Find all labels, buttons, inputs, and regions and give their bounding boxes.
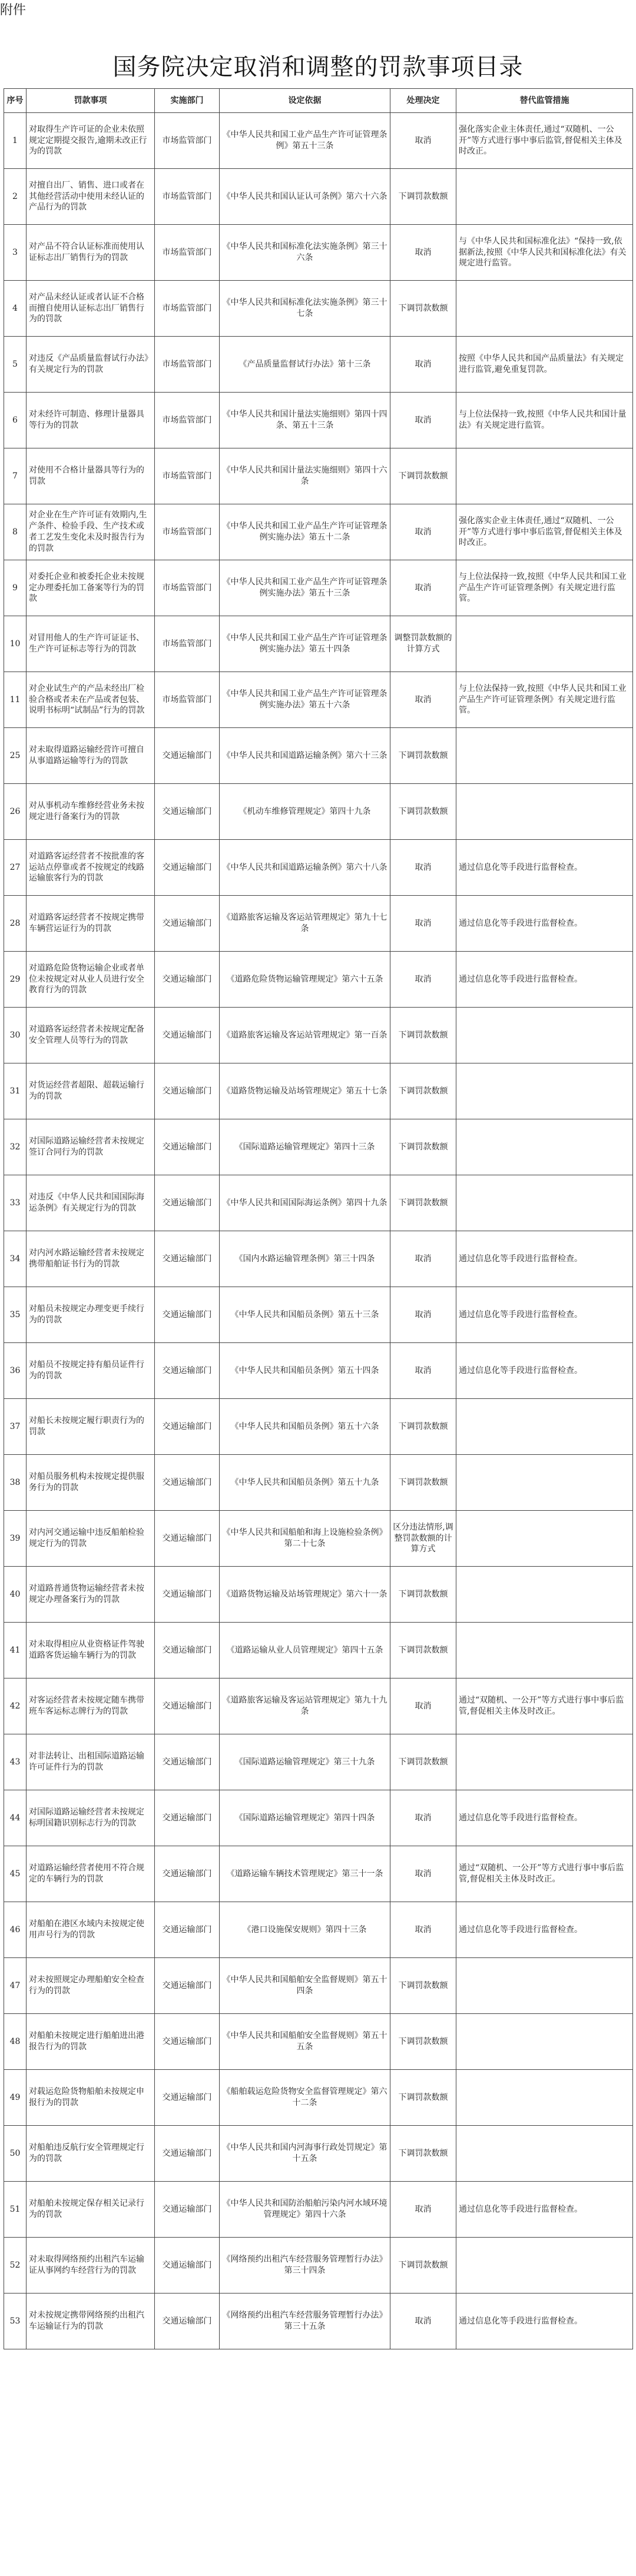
alternative-measure: 通过信息化等手段进行监督检查。	[456, 1902, 633, 1958]
header-department: 实施部门	[155, 89, 220, 113]
fine-item: 对船舶在港区水域内未按规定使用声号行为的罚款	[26, 1902, 155, 1958]
department: 交通运输部门	[155, 2238, 220, 2294]
row-number: 41	[4, 1623, 26, 1678]
table-row	[4, 2126, 633, 2182]
row-number: 52	[4, 2238, 26, 2294]
fine-item: 对船员不按规定持有船员证件行为的罚款	[26, 1343, 155, 1399]
table-row	[4, 281, 633, 337]
decision: 下调罚款数额	[390, 1175, 456, 1231]
row-number: 29	[4, 952, 26, 1008]
alternative-measure: 按照《中华人民共和国产品质量法》有关规定进行监管,避免重复罚款。	[456, 337, 633, 393]
fine-item: 对企业试生产的产品未经出厂检验合格或者未在产品或者包装、说明书标明“试制品”行为的罚款	[26, 672, 155, 728]
fine-item: 对冒用他人的生产许可证证书、生产许可证标志等行为的罚款	[26, 616, 155, 672]
legal-basis: 《中华人民共和国船舶安全监督规则》第五十四条	[220, 1958, 390, 2014]
decision: 下调罚款数额	[390, 1623, 456, 1678]
table-row	[4, 1678, 633, 1734]
alternative-measure	[456, 2070, 633, 2126]
row-number: 1	[4, 113, 26, 169]
row-number: 25	[4, 728, 26, 784]
department: 交通运输部门	[155, 1734, 220, 1790]
table-row	[4, 1287, 633, 1343]
alternative-measure: 通过信息化等手段进行监督检查。	[456, 2294, 633, 2349]
alternative-measure	[456, 1175, 633, 1231]
table-row	[4, 1175, 633, 1231]
fine-items-table	[4, 88, 633, 2349]
decision: 下调罚款数额	[390, 2238, 456, 2294]
row-number: 34	[4, 1231, 26, 1287]
decision: 下调罚款数额	[390, 1734, 456, 1790]
table-row	[4, 2238, 633, 2294]
decision: 下调罚款数额	[390, 1455, 456, 1511]
header-alternative-measures: 替代监管措施	[456, 89, 633, 113]
row-number: 48	[4, 2014, 26, 2070]
alternative-measure: 与上位法保持一致,按照《中华人民共和国计量法》有关规定进行监管。	[456, 393, 633, 448]
fine-item: 对使用不合格计量器具等行为的罚款	[26, 448, 155, 504]
decision: 下调罚款数额	[390, 1399, 456, 1455]
alternative-measure	[456, 1734, 633, 1790]
table-row	[4, 1119, 633, 1175]
legal-basis: 《中华人民共和国内河海事行政处罚规定》第十五条	[220, 2126, 390, 2182]
decision: 下调罚款数额	[390, 2014, 456, 2070]
table-row	[4, 728, 633, 784]
decision: 取消	[390, 1678, 456, 1734]
fine-item: 对未取得道路运输经营许可擅自从事道路运输等行为的罚款	[26, 728, 155, 784]
fine-item: 对从事机动车维修经营业务未按规定进行备案行为的罚款	[26, 784, 155, 840]
legal-basis: 《中华人民共和国计量法实施细则》第四十四条、第五十三条	[220, 393, 390, 448]
legal-basis: 《网络预约出租汽车经营服务管理暂行办法》第三十五条	[220, 2294, 390, 2349]
fine-item: 对船舶违反航行安全管理规定行为的罚款	[26, 2126, 155, 2182]
table-row	[4, 2182, 633, 2238]
alternative-measure: 通过信息化等手段进行监督检查。	[456, 896, 633, 952]
alternative-measure: 与上位法保持一致,按照《中华人民共和国工业产品生产许可证管理条例》有关规定进行监管。	[456, 560, 633, 616]
legal-basis: 《中华人民共和国计量法实施细则》第四十六条	[220, 448, 390, 504]
row-number: 9	[4, 560, 26, 616]
decision: 下调罚款数额	[390, 728, 456, 784]
table-row	[4, 1399, 633, 1455]
table-row	[4, 1343, 633, 1399]
alternative-measure: 通过“双随机、一公开”等方式进行事中事后监管,督促相关主体及时改正。	[456, 1846, 633, 1902]
fine-item: 对国际道路运输经营者未按规定标明国籍识别标志行为的罚款	[26, 1790, 155, 1846]
annex-label: 附件	[0, 3, 26, 18]
row-number: 46	[4, 1902, 26, 1958]
legal-basis: 《道路旅客运输及客运站管理规定》第九十九条	[220, 1678, 390, 1734]
decision: 下调罚款数额	[390, 1958, 456, 2014]
decision: 取消	[390, 393, 456, 448]
decision: 下调罚款数额	[390, 1063, 456, 1119]
table-row	[4, 1623, 633, 1678]
legal-basis: 《中华人民共和国船员条例》第五十四条	[220, 1343, 390, 1399]
decision: 取消	[390, 1846, 456, 1902]
fine-item: 对未经许可制造、修理计量器具等行为的罚款	[26, 393, 155, 448]
department: 交通运输部门	[155, 1287, 220, 1343]
decision: 下调罚款数额	[390, 169, 456, 225]
decision: 下调罚款数额	[390, 2070, 456, 2126]
alternative-measure	[456, 1008, 633, 1063]
legal-basis: 《产品质量监督试行办法》第十三条	[220, 337, 390, 393]
department: 交通运输部门	[155, 1399, 220, 1455]
legal-basis: 《中华人民共和国船舶和海上设施检验条例》第二十七条	[220, 1511, 390, 1567]
alternative-measure	[456, 2014, 633, 2070]
alternative-measure	[456, 2238, 633, 2294]
table-row	[4, 1846, 633, 1902]
table-row	[4, 225, 633, 281]
row-number: 39	[4, 1511, 26, 1567]
row-number: 47	[4, 1958, 26, 2014]
decision: 取消	[390, 113, 456, 169]
alternative-measure: 通过“双随机、一公开”等方式进行事中事后监管,督促相关主体及时改正。	[456, 1678, 633, 1734]
header-fine-item: 罚款事项	[26, 89, 155, 113]
legal-basis: 《中华人民共和国标准化法实施条例》第三十七条	[220, 281, 390, 337]
row-number: 35	[4, 1287, 26, 1343]
legal-basis: 《道路货物运输及站场管理规定》第五十七条	[220, 1063, 390, 1119]
alternative-measure: 强化落实企业主体责任,通过“双随机、一公开”等方式进行事中事后监管,督促相关主体及时改正。	[456, 113, 633, 169]
table-row	[4, 2294, 633, 2349]
department: 市场监管部门	[155, 504, 220, 560]
legal-basis: 《港口设施保安规则》第四十三条	[220, 1902, 390, 1958]
row-number: 38	[4, 1455, 26, 1511]
department: 交通运输部门	[155, 1231, 220, 1287]
fine-item: 对未按规定携带网络预约出租汽车运输证行为的罚款	[26, 2294, 155, 2349]
table-row	[4, 560, 633, 616]
table-row	[4, 1008, 633, 1063]
decision: 取消	[390, 1902, 456, 1958]
alternative-measure	[456, 169, 633, 225]
department: 交通运输部门	[155, 1958, 220, 2014]
decision: 取消	[390, 560, 456, 616]
department: 交通运输部门	[155, 1119, 220, 1175]
department: 交通运输部门	[155, 1846, 220, 1902]
legal-basis: 《中华人民共和国工业产品生产许可证管理条例实施办法》第五十四条	[220, 616, 390, 672]
fine-item: 对道路客运经营者不按规定携带车辆营运证行为的罚款	[26, 896, 155, 952]
department: 交通运输部门	[155, 896, 220, 952]
table-row	[4, 896, 633, 952]
department: 市场监管部门	[155, 393, 220, 448]
table-row	[4, 2014, 633, 2070]
row-number: 50	[4, 2126, 26, 2182]
legal-basis: 《中华人民共和国船舶安全监督规则》第五十五条	[220, 2014, 390, 2070]
alternative-measure: 通过信息化等手段进行监督检查。	[456, 1287, 633, 1343]
fine-item: 对违反《中华人民共和国国际海运条例》有关规定行为的罚款	[26, 1175, 155, 1231]
fine-item: 对船员未按规定办理变更手续行为的罚款	[26, 1287, 155, 1343]
department: 交通运输部门	[155, 1343, 220, 1399]
department: 交通运输部门	[155, 840, 220, 896]
row-number: 49	[4, 2070, 26, 2126]
row-number: 33	[4, 1175, 26, 1231]
row-number: 3	[4, 225, 26, 281]
legal-basis: 《国际道路运输管理规定》第三十九条	[220, 1734, 390, 1790]
table-row	[4, 672, 633, 728]
department: 市场监管部门	[155, 169, 220, 225]
legal-basis: 《船舶载运危险货物安全监督管理规定》第六十二条	[220, 2070, 390, 2126]
alternative-measure: 与上位法保持一致,按照《中华人民共和国工业产品生产许可证管理条例》有关规定进行监管。	[456, 672, 633, 728]
legal-basis: 《中华人民共和国标准化法实施条例》第三十六条	[220, 225, 390, 281]
fine-item: 对未取得网络预约出租汽车运输证从事网约车经营行为的罚款	[26, 2238, 155, 2294]
department: 交通运输部门	[155, 2126, 220, 2182]
legal-basis: 《中华人民共和国工业产品生产许可证管理条例》第五十三条	[220, 113, 390, 169]
row-number: 36	[4, 1343, 26, 1399]
decision: 区分违法情形,调整罚款数额的计算方式	[390, 1511, 456, 1567]
decision: 调整罚款数额的计算方式	[390, 616, 456, 672]
fine-item: 对内河水路运输经营者未按规定携带船舶证书行为的罚款	[26, 1231, 155, 1287]
legal-basis: 《机动车维修管理规定》第四十九条	[220, 784, 390, 840]
row-number: 42	[4, 1678, 26, 1734]
legal-basis: 《中华人民共和国船员条例》第五十九条	[220, 1455, 390, 1511]
decision: 取消	[390, 1231, 456, 1287]
department: 交通运输部门	[155, 1678, 220, 1734]
alternative-measure: 通过信息化等手段进行监督检查。	[456, 952, 633, 1008]
alternative-measure: 通过信息化等手段进行监督检查。	[456, 1231, 633, 1287]
legal-basis: 《中华人民共和国工业产品生产许可证管理条例实施办法》第五十二条	[220, 504, 390, 560]
fine-item: 对产品不符合认证标准而使用认证标志出厂销售行为的罚款	[26, 225, 155, 281]
department: 市场监管部门	[155, 281, 220, 337]
decision: 取消	[390, 840, 456, 896]
decision: 下调罚款数额	[390, 281, 456, 337]
alternative-measure	[456, 1567, 633, 1623]
decision: 取消	[390, 952, 456, 1008]
header-decision: 处理决定	[390, 89, 456, 113]
department: 交通运输部门	[155, 1567, 220, 1623]
alternative-measure	[456, 281, 633, 337]
table-row	[4, 1567, 633, 1623]
fine-item: 对道路危险货物运输企业或者单位未按规定对从业人员进行安全教育行为的罚款	[26, 952, 155, 1008]
decision: 取消	[390, 672, 456, 728]
fine-item: 对内河交通运输中违反船舶检验规定行为的罚款	[26, 1511, 155, 1567]
department: 交通运输部门	[155, 2014, 220, 2070]
legal-basis: 《道路旅客运输及客运站管理规定》第一百条	[220, 1008, 390, 1063]
department: 市场监管部门	[155, 448, 220, 504]
department: 交通运输部门	[155, 1063, 220, 1119]
row-number: 26	[4, 784, 26, 840]
legal-basis: 《中华人民共和国道路运输条例》第六十三条	[220, 728, 390, 784]
department: 交通运输部门	[155, 1623, 220, 1678]
row-number: 51	[4, 2182, 26, 2238]
legal-basis: 《道路旅客运输及客运站管理规定》第九十七条	[220, 896, 390, 952]
row-number: 2	[4, 169, 26, 225]
legal-basis: 《国际道路运输管理规定》第四十四条	[220, 1790, 390, 1846]
alternative-measure	[456, 448, 633, 504]
alternative-measure: 通过信息化等手段进行监督检查。	[456, 1343, 633, 1399]
row-number: 43	[4, 1734, 26, 1790]
fine-item: 对船舶未按规定进行船舶进出港报告行为的罚款	[26, 2014, 155, 2070]
table-row	[4, 169, 633, 225]
alternative-measure: 通过信息化等手段进行监督检查。	[456, 2182, 633, 2238]
table-row	[4, 448, 633, 504]
row-number: 30	[4, 1008, 26, 1063]
fine-item: 对货运经营者超限、超载运输行为的罚款	[26, 1063, 155, 1119]
department: 市场监管部门	[155, 337, 220, 393]
department: 交通运输部门	[155, 1175, 220, 1231]
decision: 下调罚款数额	[390, 784, 456, 840]
fine-item: 对非法转让、出租国际道路运输许可证件行为的罚款	[26, 1734, 155, 1790]
legal-basis: 《中华人民共和国防治船舶污染内河水域环境管理规定》第四十六条	[220, 2182, 390, 2238]
alternative-measure: 通过信息化等手段进行监督检查。	[456, 840, 633, 896]
legal-basis: 《国内水路运输管理条例》第三十四条	[220, 1231, 390, 1287]
row-number: 5	[4, 337, 26, 393]
table-row	[4, 504, 633, 560]
row-number: 44	[4, 1790, 26, 1846]
department: 市场监管部门	[155, 225, 220, 281]
alternative-measure	[456, 1623, 633, 1678]
header-number: 序号	[4, 89, 26, 113]
decision: 取消	[390, 1343, 456, 1399]
department: 市场监管部门	[155, 560, 220, 616]
table-row	[4, 1455, 633, 1511]
row-number: 40	[4, 1567, 26, 1623]
alternative-measure	[456, 1063, 633, 1119]
alternative-measure	[456, 784, 633, 840]
legal-basis: 《中华人民共和国国际海运条例》第四十九条	[220, 1175, 390, 1231]
fine-item: 对企业在生产许可证有效期内,生产条件、检验手段、生产技术或者工艺发生变化未及时报告行为的罚款	[26, 504, 155, 560]
alternative-measure: 通过信息化等手段进行监督检查。	[456, 1790, 633, 1846]
table-row	[4, 840, 633, 896]
table-row	[4, 952, 633, 1008]
alternative-measure	[456, 728, 633, 784]
table-row	[4, 2070, 633, 2126]
fine-item: 对道路客运经营者不按批准的客运站点停靠或者不按规定的线路运输旅客行为的罚款	[26, 840, 155, 896]
department: 交通运输部门	[155, 1902, 220, 1958]
legal-basis: 《中华人民共和国船员条例》第五十三条	[220, 1287, 390, 1343]
decision: 取消	[390, 337, 456, 393]
fine-item: 对船舶未按规定保存相关记录行为的罚款	[26, 2182, 155, 2238]
table-header-row	[4, 89, 633, 113]
table-row	[4, 1790, 633, 1846]
department: 交通运输部门	[155, 1455, 220, 1511]
table-row	[4, 1063, 633, 1119]
decision: 取消	[390, 2182, 456, 2238]
department: 市场监管部门	[155, 672, 220, 728]
decision: 取消	[390, 504, 456, 560]
row-number: 10	[4, 616, 26, 672]
fine-item: 对船员服务机构未按规定提供服务行为的罚款	[26, 1455, 155, 1511]
page-title: 国务院决定取消和调整的罚款事项目录	[112, 54, 524, 81]
fine-item: 对取得生产许可证的企业未依照规定定期提交报告,逾期未改正行为的罚款	[26, 113, 155, 169]
alternative-measure	[456, 1511, 633, 1567]
row-number: 8	[4, 504, 26, 560]
department: 交通运输部门	[155, 2294, 220, 2349]
alternative-measure	[456, 1119, 633, 1175]
fine-item: 对客运经营者未按规定随车携带班车客运标志牌行为的罚款	[26, 1678, 155, 1734]
fine-item: 对国际道路运输经营者未按规定签订合同行为的罚款	[26, 1119, 155, 1175]
legal-basis: 《道路运输车辆技术管理规定》第三十一条	[220, 1846, 390, 1902]
decision: 取消	[390, 2294, 456, 2349]
fine-item: 对道路普通货物运输经营者未按规定办理备案行为的罚款	[26, 1567, 155, 1623]
row-number: 37	[4, 1399, 26, 1455]
header-legal-basis: 设定依据	[220, 89, 390, 113]
decision: 下调罚款数额	[390, 1567, 456, 1623]
table-row	[4, 784, 633, 840]
fine-item: 对道路客运经营者未按规定配备安全管理人员等行为的罚款	[26, 1008, 155, 1063]
legal-basis: 《中华人民共和国道路运输条例》第六十八条	[220, 840, 390, 896]
row-number: 27	[4, 840, 26, 896]
table-row	[4, 393, 633, 448]
decision: 取消	[390, 896, 456, 952]
fine-item: 对道路运输经营者使用不符合规定的车辆行为的罚款	[26, 1846, 155, 1902]
legal-basis: 《道路运输从业人员管理规定》第四十五条	[220, 1623, 390, 1678]
fine-item: 对载运危险货物船舶未按规定申报行为的罚款	[26, 2070, 155, 2126]
fine-item: 对违反《产品质量监督试行办法》有关规定行为的罚款	[26, 337, 155, 393]
row-number: 32	[4, 1119, 26, 1175]
department: 交通运输部门	[155, 952, 220, 1008]
table-row	[4, 1511, 633, 1567]
fine-item: 对产品未经认证或者认证不合格而擅自使用认证标志出厂销售行为的罚款	[26, 281, 155, 337]
decision: 下调罚款数额	[390, 2126, 456, 2182]
alternative-measure	[456, 616, 633, 672]
table-row	[4, 616, 633, 672]
fine-item: 对委托企业和被委托企业未按规定办理委托加工备案等行为的罚款	[26, 560, 155, 616]
alternative-measure: 强化落实企业主体责任,通过“双随机、一公开”等方式进行事中事后监管,督促相关主体及时改正。	[456, 504, 633, 560]
department: 交通运输部门	[155, 2070, 220, 2126]
alternative-measure: 与《中华人民共和国标准化法》“保持一致,依据新法,按照《中华人民共和国标准化法》有关规定进行监管。	[456, 225, 633, 281]
legal-basis: 《道路货物运输及站场管理规定》第六十一条	[220, 1567, 390, 1623]
decision: 下调罚款数额	[390, 1119, 456, 1175]
row-number: 6	[4, 393, 26, 448]
fine-item: 对未取得相应从业资格证件驾驶道路客货运输车辆行为的罚款	[26, 1623, 155, 1678]
table-row	[4, 1902, 633, 1958]
department: 交通运输部门	[155, 2182, 220, 2238]
fine-item: 对船长未按规定履行职责行为的罚款	[26, 1399, 155, 1455]
row-number: 28	[4, 896, 26, 952]
legal-basis: 《中华人民共和国船员条例》第五十六条	[220, 1399, 390, 1455]
department: 交通运输部门	[155, 1008, 220, 1063]
legal-basis: 《道路危险货物运输管理规定》第六十五条	[220, 952, 390, 1008]
row-number: 11	[4, 672, 26, 728]
table-row	[4, 337, 633, 393]
alternative-measure	[456, 1455, 633, 1511]
legal-basis: 《中华人民共和国认证认可条例》第六十六条	[220, 169, 390, 225]
department: 市场监管部门	[155, 616, 220, 672]
department: 交通运输部门	[155, 1790, 220, 1846]
decision: 下调罚款数额	[390, 1008, 456, 1063]
table-row	[4, 1958, 633, 2014]
department: 交通运输部门	[155, 1511, 220, 1567]
fine-item: 对未按照规定办理船舶安全检查行为的罚款	[26, 1958, 155, 2014]
alternative-measure	[456, 1958, 633, 2014]
department: 交通运输部门	[155, 728, 220, 784]
row-number: 53	[4, 2294, 26, 2349]
legal-basis: 《网络预约出租汽车经营服务管理暂行办法》第三十四条	[220, 2238, 390, 2294]
table-row	[4, 1231, 633, 1287]
row-number: 31	[4, 1063, 26, 1119]
fine-item: 对擅自出厂、销售、进口或者在其他经营活动中使用未经认证的产品行为的罚款	[26, 169, 155, 225]
row-number: 4	[4, 281, 26, 337]
legal-basis: 《国际道路运输管理规定》第四十三条	[220, 1119, 390, 1175]
legal-basis: 《中华人民共和国工业产品生产许可证管理条例实施办法》第五十六条	[220, 672, 390, 728]
table-row	[4, 1734, 633, 1790]
alternative-measure	[456, 1399, 633, 1455]
alternative-measure	[456, 2126, 633, 2182]
decision: 取消	[390, 1287, 456, 1343]
decision: 下调罚款数额	[390, 448, 456, 504]
department: 交通运输部门	[155, 784, 220, 840]
legal-basis: 《中华人民共和国工业产品生产许可证管理条例实施办法》第五十三条	[220, 560, 390, 616]
row-number: 7	[4, 448, 26, 504]
department: 市场监管部门	[155, 113, 220, 169]
table-row	[4, 113, 633, 169]
decision: 取消	[390, 225, 456, 281]
row-number: 45	[4, 1846, 26, 1902]
decision: 取消	[390, 1790, 456, 1846]
